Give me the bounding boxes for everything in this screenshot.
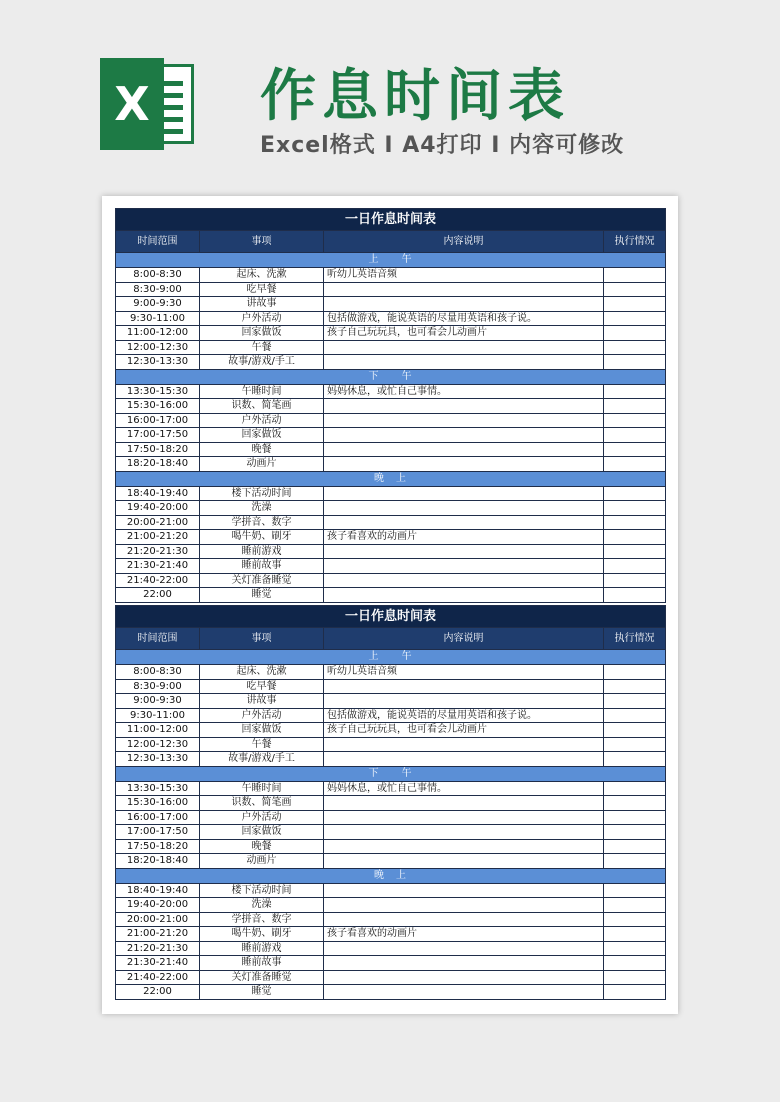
table-row	[116, 588, 666, 603]
activity-cell[interactable]: 故事/游戏/手工	[200, 752, 324, 767]
table-row	[116, 573, 666, 588]
time-cell[interactable]: 17:50-18:20	[116, 442, 200, 457]
time-cell[interactable]: 12:30-13:30	[116, 752, 200, 767]
activity-cell[interactable]: 关灯准备睡觉	[200, 573, 324, 588]
description-cell[interactable]: 听幼儿英语音频	[324, 665, 604, 680]
activity-cell[interactable]: 洗澡	[200, 898, 324, 913]
table-row	[116, 956, 666, 971]
time-cell[interactable]: 8:00-8:30	[116, 268, 200, 283]
time-cell[interactable]: 8:30-9:00	[116, 679, 200, 694]
time-cell[interactable]: 9:30-11:00	[116, 708, 200, 723]
activity-cell[interactable]: 户外活动	[200, 311, 324, 326]
description-cell[interactable]	[324, 912, 604, 927]
description-cell[interactable]	[324, 970, 604, 985]
table-title: 一日作息时间表	[116, 209, 666, 231]
description-cell[interactable]	[324, 752, 604, 767]
schedule-table	[115, 605, 666, 1000]
schedule-table-2	[115, 605, 665, 1000]
status-cell[interactable]	[604, 985, 666, 1000]
description-cell[interactable]	[324, 825, 604, 840]
time-cell[interactable]: 19:40-20:00	[116, 501, 200, 516]
status-cell[interactable]	[604, 573, 666, 588]
description-cell[interactable]	[324, 355, 604, 370]
column-header: 事项	[200, 628, 324, 650]
table-row	[116, 297, 666, 312]
activity-cell[interactable]: 识数、简笔画	[200, 796, 324, 811]
status-cell[interactable]	[604, 268, 666, 283]
activity-cell[interactable]: 回家做饭	[200, 326, 324, 341]
time-cell[interactable]: 18:40-19:40	[116, 883, 200, 898]
description-cell[interactable]: 听幼儿英语音频	[324, 268, 604, 283]
table-row	[116, 810, 666, 825]
description-cell[interactable]	[324, 679, 604, 694]
activity-cell[interactable]: 吃早餐	[200, 282, 324, 297]
description-cell[interactable]: 孩子自己玩玩具，也可看会儿动画片	[324, 723, 604, 738]
description-cell[interactable]: 妈妈休息，或忙自己事情。	[324, 781, 604, 796]
status-cell[interactable]	[604, 486, 666, 501]
table-row	[116, 927, 666, 942]
description-cell[interactable]	[324, 956, 604, 971]
time-cell[interactable]: 21:30-21:40	[116, 956, 200, 971]
time-cell[interactable]: 17:00-17:50	[116, 428, 200, 443]
activity-cell[interactable]: 回家做饭	[200, 723, 324, 738]
time-cell[interactable]: 21:30-21:40	[116, 559, 200, 574]
activity-cell[interactable]: 睡前游戏	[200, 941, 324, 956]
description-cell[interactable]	[324, 796, 604, 811]
table-row	[116, 559, 666, 574]
time-cell[interactable]: 21:00-21:20	[116, 927, 200, 942]
time-cell[interactable]: 21:00-21:20	[116, 530, 200, 545]
time-cell[interactable]: 17:00-17:50	[116, 825, 200, 840]
description-cell[interactable]	[324, 573, 604, 588]
table-row	[116, 912, 666, 927]
status-cell[interactable]	[604, 544, 666, 559]
status-cell[interactable]	[604, 810, 666, 825]
description-cell[interactable]	[324, 399, 604, 414]
table-row	[116, 781, 666, 796]
table-row	[116, 355, 666, 370]
status-cell[interactable]	[604, 679, 666, 694]
status-cell[interactable]	[604, 442, 666, 457]
description-cell[interactable]	[324, 282, 604, 297]
description-cell[interactable]	[324, 457, 604, 472]
activity-cell[interactable]: 讲故事	[200, 694, 324, 709]
status-cell[interactable]	[604, 854, 666, 869]
activity-cell[interactable]: 户外活动	[200, 810, 324, 825]
status-cell[interactable]	[604, 501, 666, 516]
activity-cell[interactable]: 睡觉	[200, 588, 324, 603]
column-header: 事项	[200, 231, 324, 253]
activity-cell[interactable]: 起床、洗漱	[200, 268, 324, 283]
status-cell[interactable]	[604, 559, 666, 574]
table-row	[116, 898, 666, 913]
table-row	[116, 825, 666, 840]
column-header: 时间范围	[116, 628, 200, 650]
section-header: 晚 上	[116, 868, 666, 883]
activity-cell[interactable]: 户外活动	[200, 708, 324, 723]
time-cell[interactable]: 9:00-9:30	[116, 694, 200, 709]
description-cell[interactable]: 包括做游戏，能说英语的尽量用英语和孩子说。	[324, 708, 604, 723]
activity-cell[interactable]: 关灯准备睡觉	[200, 970, 324, 985]
time-cell[interactable]: 13:30-15:30	[116, 384, 200, 399]
status-cell[interactable]	[604, 723, 666, 738]
section-header: 下 午	[116, 766, 666, 781]
status-cell[interactable]	[604, 282, 666, 297]
description-cell[interactable]	[324, 854, 604, 869]
activity-cell[interactable]: 学拼音、数字	[200, 912, 324, 927]
time-cell[interactable]: 21:40-22:00	[116, 970, 200, 985]
time-cell[interactable]: 20:00-21:00	[116, 515, 200, 530]
time-cell[interactable]: 21:20-21:30	[116, 941, 200, 956]
description-cell[interactable]	[324, 297, 604, 312]
table-row	[116, 399, 666, 414]
time-cell[interactable]: 20:00-21:00	[116, 912, 200, 927]
status-cell[interactable]	[604, 665, 666, 680]
status-cell[interactable]	[604, 311, 666, 326]
table-row	[116, 530, 666, 545]
table-row	[116, 501, 666, 516]
description-cell[interactable]	[324, 413, 604, 428]
schedule-table-1	[115, 208, 665, 603]
description-cell[interactable]	[324, 588, 604, 603]
time-cell[interactable]: 18:20-18:40	[116, 457, 200, 472]
time-cell[interactable]: 19:40-20:00	[116, 898, 200, 913]
activity-cell[interactable]: 识数、简笔画	[200, 399, 324, 414]
activity-cell[interactable]: 睡前故事	[200, 559, 324, 574]
table-row	[116, 839, 666, 854]
activity-cell[interactable]: 洗澡	[200, 501, 324, 516]
section-header: 上 午	[116, 650, 666, 665]
activity-cell[interactable]: 晚餐	[200, 839, 324, 854]
status-cell[interactable]	[604, 941, 666, 956]
banner-subtitle: Excel格式 I A4打印 I 内容可修改	[260, 133, 625, 158]
status-cell[interactable]	[604, 737, 666, 752]
time-cell[interactable]: 12:00-12:30	[116, 340, 200, 355]
time-cell[interactable]: 11:00-12:00	[116, 326, 200, 341]
time-cell[interactable]: 8:00-8:30	[116, 665, 200, 680]
table-row	[116, 544, 666, 559]
table-row	[116, 941, 666, 956]
section-header: 晚 上	[116, 471, 666, 486]
table-row	[116, 737, 666, 752]
time-cell[interactable]: 12:00-12:30	[116, 737, 200, 752]
activity-cell[interactable]: 回家做饭	[200, 428, 324, 443]
activity-cell[interactable]: 学拼音、数字	[200, 515, 324, 530]
status-cell[interactable]	[604, 457, 666, 472]
table-row	[116, 694, 666, 709]
time-cell[interactable]: 18:40-19:40	[116, 486, 200, 501]
activity-cell[interactable]: 喝牛奶、刷牙	[200, 927, 324, 942]
description-cell[interactable]	[324, 501, 604, 516]
description-cell[interactable]	[324, 694, 604, 709]
status-cell[interactable]	[604, 781, 666, 796]
activity-cell[interactable]: 喝牛奶、刷牙	[200, 530, 324, 545]
description-cell[interactable]	[324, 340, 604, 355]
status-cell[interactable]	[604, 883, 666, 898]
activity-cell[interactable]: 楼下活动时间	[200, 883, 324, 898]
description-cell[interactable]	[324, 515, 604, 530]
table-title: 一日作息时间表	[116, 606, 666, 628]
description-cell[interactable]	[324, 883, 604, 898]
time-cell[interactable]: 22:00	[116, 985, 200, 1000]
table-row	[116, 796, 666, 811]
table-row	[116, 268, 666, 283]
table-row	[116, 428, 666, 443]
table-row	[116, 282, 666, 297]
status-cell[interactable]	[604, 515, 666, 530]
description-cell[interactable]	[324, 810, 604, 825]
activity-cell[interactable]: 吃早餐	[200, 679, 324, 694]
table-row	[116, 457, 666, 472]
status-cell[interactable]	[604, 413, 666, 428]
status-cell[interactable]	[604, 898, 666, 913]
description-cell[interactable]: 孩子看喜欢的动画片	[324, 530, 604, 545]
description-cell[interactable]: 孩子看喜欢的动画片	[324, 927, 604, 942]
time-cell[interactable]: 21:40-22:00	[116, 573, 200, 588]
table-row	[116, 752, 666, 767]
status-cell[interactable]	[604, 428, 666, 443]
time-cell[interactable]: 13:30-15:30	[116, 781, 200, 796]
activity-cell[interactable]: 故事/游戏/手工	[200, 355, 324, 370]
description-cell[interactable]	[324, 898, 604, 913]
table-row	[116, 679, 666, 694]
activity-cell[interactable]: 睡前故事	[200, 956, 324, 971]
time-cell[interactable]: 9:00-9:30	[116, 297, 200, 312]
table-row	[116, 442, 666, 457]
table-row	[116, 515, 666, 530]
time-cell[interactable]: 17:50-18:20	[116, 839, 200, 854]
description-cell[interactable]: 妈妈休息，或忙自己事情。	[324, 384, 604, 399]
section-header: 下 午	[116, 369, 666, 384]
status-cell[interactable]	[604, 340, 666, 355]
description-cell[interactable]	[324, 544, 604, 559]
time-cell[interactable]: 8:30-9:00	[116, 282, 200, 297]
activity-cell[interactable]: 睡前游戏	[200, 544, 324, 559]
description-cell[interactable]	[324, 428, 604, 443]
status-cell[interactable]	[604, 927, 666, 942]
table-row	[116, 665, 666, 680]
table-row	[116, 326, 666, 341]
time-cell[interactable]: 11:00-12:00	[116, 723, 200, 738]
status-cell[interactable]	[604, 297, 666, 312]
description-cell[interactable]: 孩子自己玩玩具，也可看会儿动画片	[324, 326, 604, 341]
table-row	[116, 854, 666, 869]
table-row	[116, 340, 666, 355]
table-row	[116, 723, 666, 738]
time-cell[interactable]: 16:00-17:00	[116, 413, 200, 428]
activity-cell[interactable]: 回家做饭	[200, 825, 324, 840]
status-cell[interactable]	[604, 796, 666, 811]
time-cell[interactable]: 18:20-18:40	[116, 854, 200, 869]
activity-cell[interactable]: 午睡时间	[200, 384, 324, 399]
status-cell[interactable]	[604, 588, 666, 603]
table-row	[116, 708, 666, 723]
activity-cell[interactable]: 午餐	[200, 340, 324, 355]
activity-cell[interactable]: 晚餐	[200, 442, 324, 457]
table-row	[116, 384, 666, 399]
excel-logo	[100, 58, 200, 150]
time-cell[interactable]: 12:30-13:30	[116, 355, 200, 370]
description-cell[interactable]	[324, 941, 604, 956]
status-cell[interactable]	[604, 384, 666, 399]
status-cell[interactable]	[604, 839, 666, 854]
status-cell[interactable]	[604, 530, 666, 545]
table-row	[116, 311, 666, 326]
excel-x-icon: X	[100, 58, 164, 150]
time-cell[interactable]: 22:00	[116, 588, 200, 603]
status-cell[interactable]	[604, 399, 666, 414]
banner-title: 作息时间表	[260, 64, 570, 129]
status-cell[interactable]	[604, 355, 666, 370]
table-row	[116, 486, 666, 501]
table-row	[116, 413, 666, 428]
status-cell[interactable]	[604, 912, 666, 927]
description-cell[interactable]	[324, 737, 604, 752]
status-cell[interactable]	[604, 825, 666, 840]
status-cell[interactable]	[604, 708, 666, 723]
schedule-table	[115, 208, 666, 603]
status-cell[interactable]	[604, 694, 666, 709]
status-cell[interactable]	[604, 752, 666, 767]
status-cell[interactable]	[604, 956, 666, 971]
document-page	[102, 196, 678, 1014]
activity-cell[interactable]: 讲故事	[200, 297, 324, 312]
activity-cell[interactable]: 午餐	[200, 737, 324, 752]
time-cell[interactable]: 21:20-21:30	[116, 544, 200, 559]
activity-cell[interactable]: 睡觉	[200, 985, 324, 1000]
description-cell[interactable]	[324, 486, 604, 501]
column-header: 执行情况	[604, 231, 666, 253]
activity-cell[interactable]: 楼下活动时间	[200, 486, 324, 501]
description-cell[interactable]	[324, 442, 604, 457]
description-cell[interactable]	[324, 839, 604, 854]
section-header: 上 午	[116, 253, 666, 268]
table-row	[116, 970, 666, 985]
column-header: 内容说明	[324, 628, 604, 650]
table-row	[116, 985, 666, 1000]
activity-cell[interactable]: 动画片	[200, 854, 324, 869]
status-cell[interactable]	[604, 326, 666, 341]
activity-cell[interactable]: 起床、洗漱	[200, 665, 324, 680]
activity-cell[interactable]: 午睡时间	[200, 781, 324, 796]
column-header: 内容说明	[324, 231, 604, 253]
time-cell[interactable]: 16:00-17:00	[116, 810, 200, 825]
time-cell[interactable]: 15:30-16:00	[116, 399, 200, 414]
table-row	[116, 883, 666, 898]
status-cell[interactable]	[604, 970, 666, 985]
description-cell[interactable]	[324, 559, 604, 574]
description-cell[interactable]: 包括做游戏，能说英语的尽量用英语和孩子说。	[324, 311, 604, 326]
column-header: 执行情况	[604, 628, 666, 650]
column-header: 时间范围	[116, 231, 200, 253]
description-cell[interactable]	[324, 985, 604, 1000]
time-cell[interactable]: 9:30-11:00	[116, 311, 200, 326]
activity-cell[interactable]: 户外活动	[200, 413, 324, 428]
activity-cell[interactable]: 动画片	[200, 457, 324, 472]
time-cell[interactable]: 15:30-16:00	[116, 796, 200, 811]
